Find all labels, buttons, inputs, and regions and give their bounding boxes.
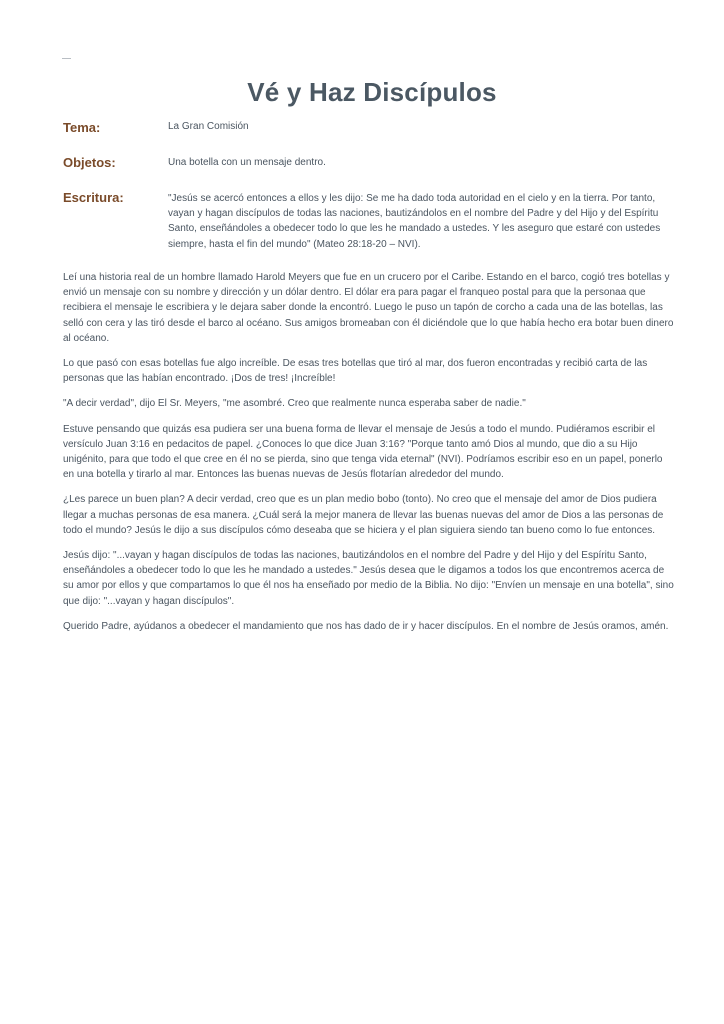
header-mark: [62, 58, 71, 59]
paragraph: Leí una historia real de un hombre llamado Harold Meyers que fue en un crucero por el Caribe. Estando en el barco, cogió tres botellas y envió un mensaje con su nombre y dirección y un dólar dentro. El dólar era para pagar el franqueo postal para que la personaa que recibiera el mensaje le escribiera y le dejara saber donde la encontró. Luego le puso un tapón de corcho a cada una de las botellas, las selló con cera y las tiró desde el barco al océano. Sus amigos bromeaban con él diciéndole que lo que había hecho era botar buen dinero al océano.: [63, 272, 674, 344]
paragraph: Estuve pensando que quizás esa pudiera ser una buena forma de llevar el mensaje de Jesús a todo el mundo. Pudiéramos escribir el versículo Juan 3:16 en pedacitos de papel. ¿Conoces lo que dice Juan 3:16? "Porque tanto amó Dios al mundo, que dio a su Hijo unigénito, para que todo el que cree en él no se pierda, sino que tenga vida eternal" (NVI). Podríamos escribir eso en un papel, ponerlo en una botella y tirarlo al mar. Entonces las buenas nuevas de Jesús flotarían alrededor del mundo.: [63, 423, 663, 481]
paragraph: ¿Les parece un buen plan? A decir verdad, creo que es un plan medio bobo (tonto). No creo que el mensaje del amor de Dios pudiera llegar a muchas personas de esa manera. ¿Cuál será la mejor manera de llevar las buenas nuevas del amor de Dios a las personas de todo el mundo? Jesús le dijo a sus discípulos cómo deseaba que se hiciera y el plan siguiera siendo tan bueno como lo fue entonces.: [63, 494, 664, 536]
escritura-label: Escritura:: [63, 190, 124, 205]
paragraph: Jesús dijo: "...vayan y hagan discípulos de todas las naciones, bautizándolos en el nombre del Padre y del Hijo y del Espíritu Santo, enseñándoles a obedecer todo lo que les he mandado a ustedes." Jesús desea que le digamos a todos los que encontremos acerca de su amor por ellos y que compartamos lo que él nos ha enseñado por medio de la Biblia. No dijo: "Envíen un mensaje en una botella", sino que dijo: "...vayan y hagan discípulos".: [63, 550, 674, 607]
page-title: Vé y Haz Discípulos: [247, 77, 497, 107]
devotional-body: [63, 270, 675, 644]
closing-prayer: Querido Padre, ayúdanos a obedecer el mandamiento que nos has dado de ir y hacer discípulos. En el nombre de Jesús oramos, amén.: [63, 620, 669, 632]
tema-label: Tema:: [63, 120, 101, 135]
paragraph: "A decir verdad", dijo El Sr. Meyers, "me asombré. Creo que realmente nunca esperaba saber de nadie.": [63, 398, 526, 410]
paragraph: Lo que pasó con esas botellas fue algo increíble. De esas tres botellas que tiró al mar, dos fueron encontradas y recibió carta de las personas que las habían encontrado. ¡Dos de tres! ¡Increíble!: [63, 358, 648, 385]
escritura-value: "Jesús se acercó entonces a ellos y les dijo: Se me ha dado toda autoridad en el cielo y en la tierra. Por tanto, vayan y hagan discípulos de todas las naciones, bautizándolos en el nombre del Padre y del Hijo y del Espíritu Santo, enseñándoles a obedecer todo lo que les he mandado a ustedes. Y les aseguro que estaré con ustedes siempre, hasta el fin del mundo" (Mateo 28:18-20 – NVI).: [168, 193, 661, 250]
objetos-value: Una botella con un mensaje dentro.: [168, 157, 326, 168]
objetos-label: Objetos:: [63, 155, 116, 170]
tema-value: La Gran Comisión: [168, 121, 249, 132]
